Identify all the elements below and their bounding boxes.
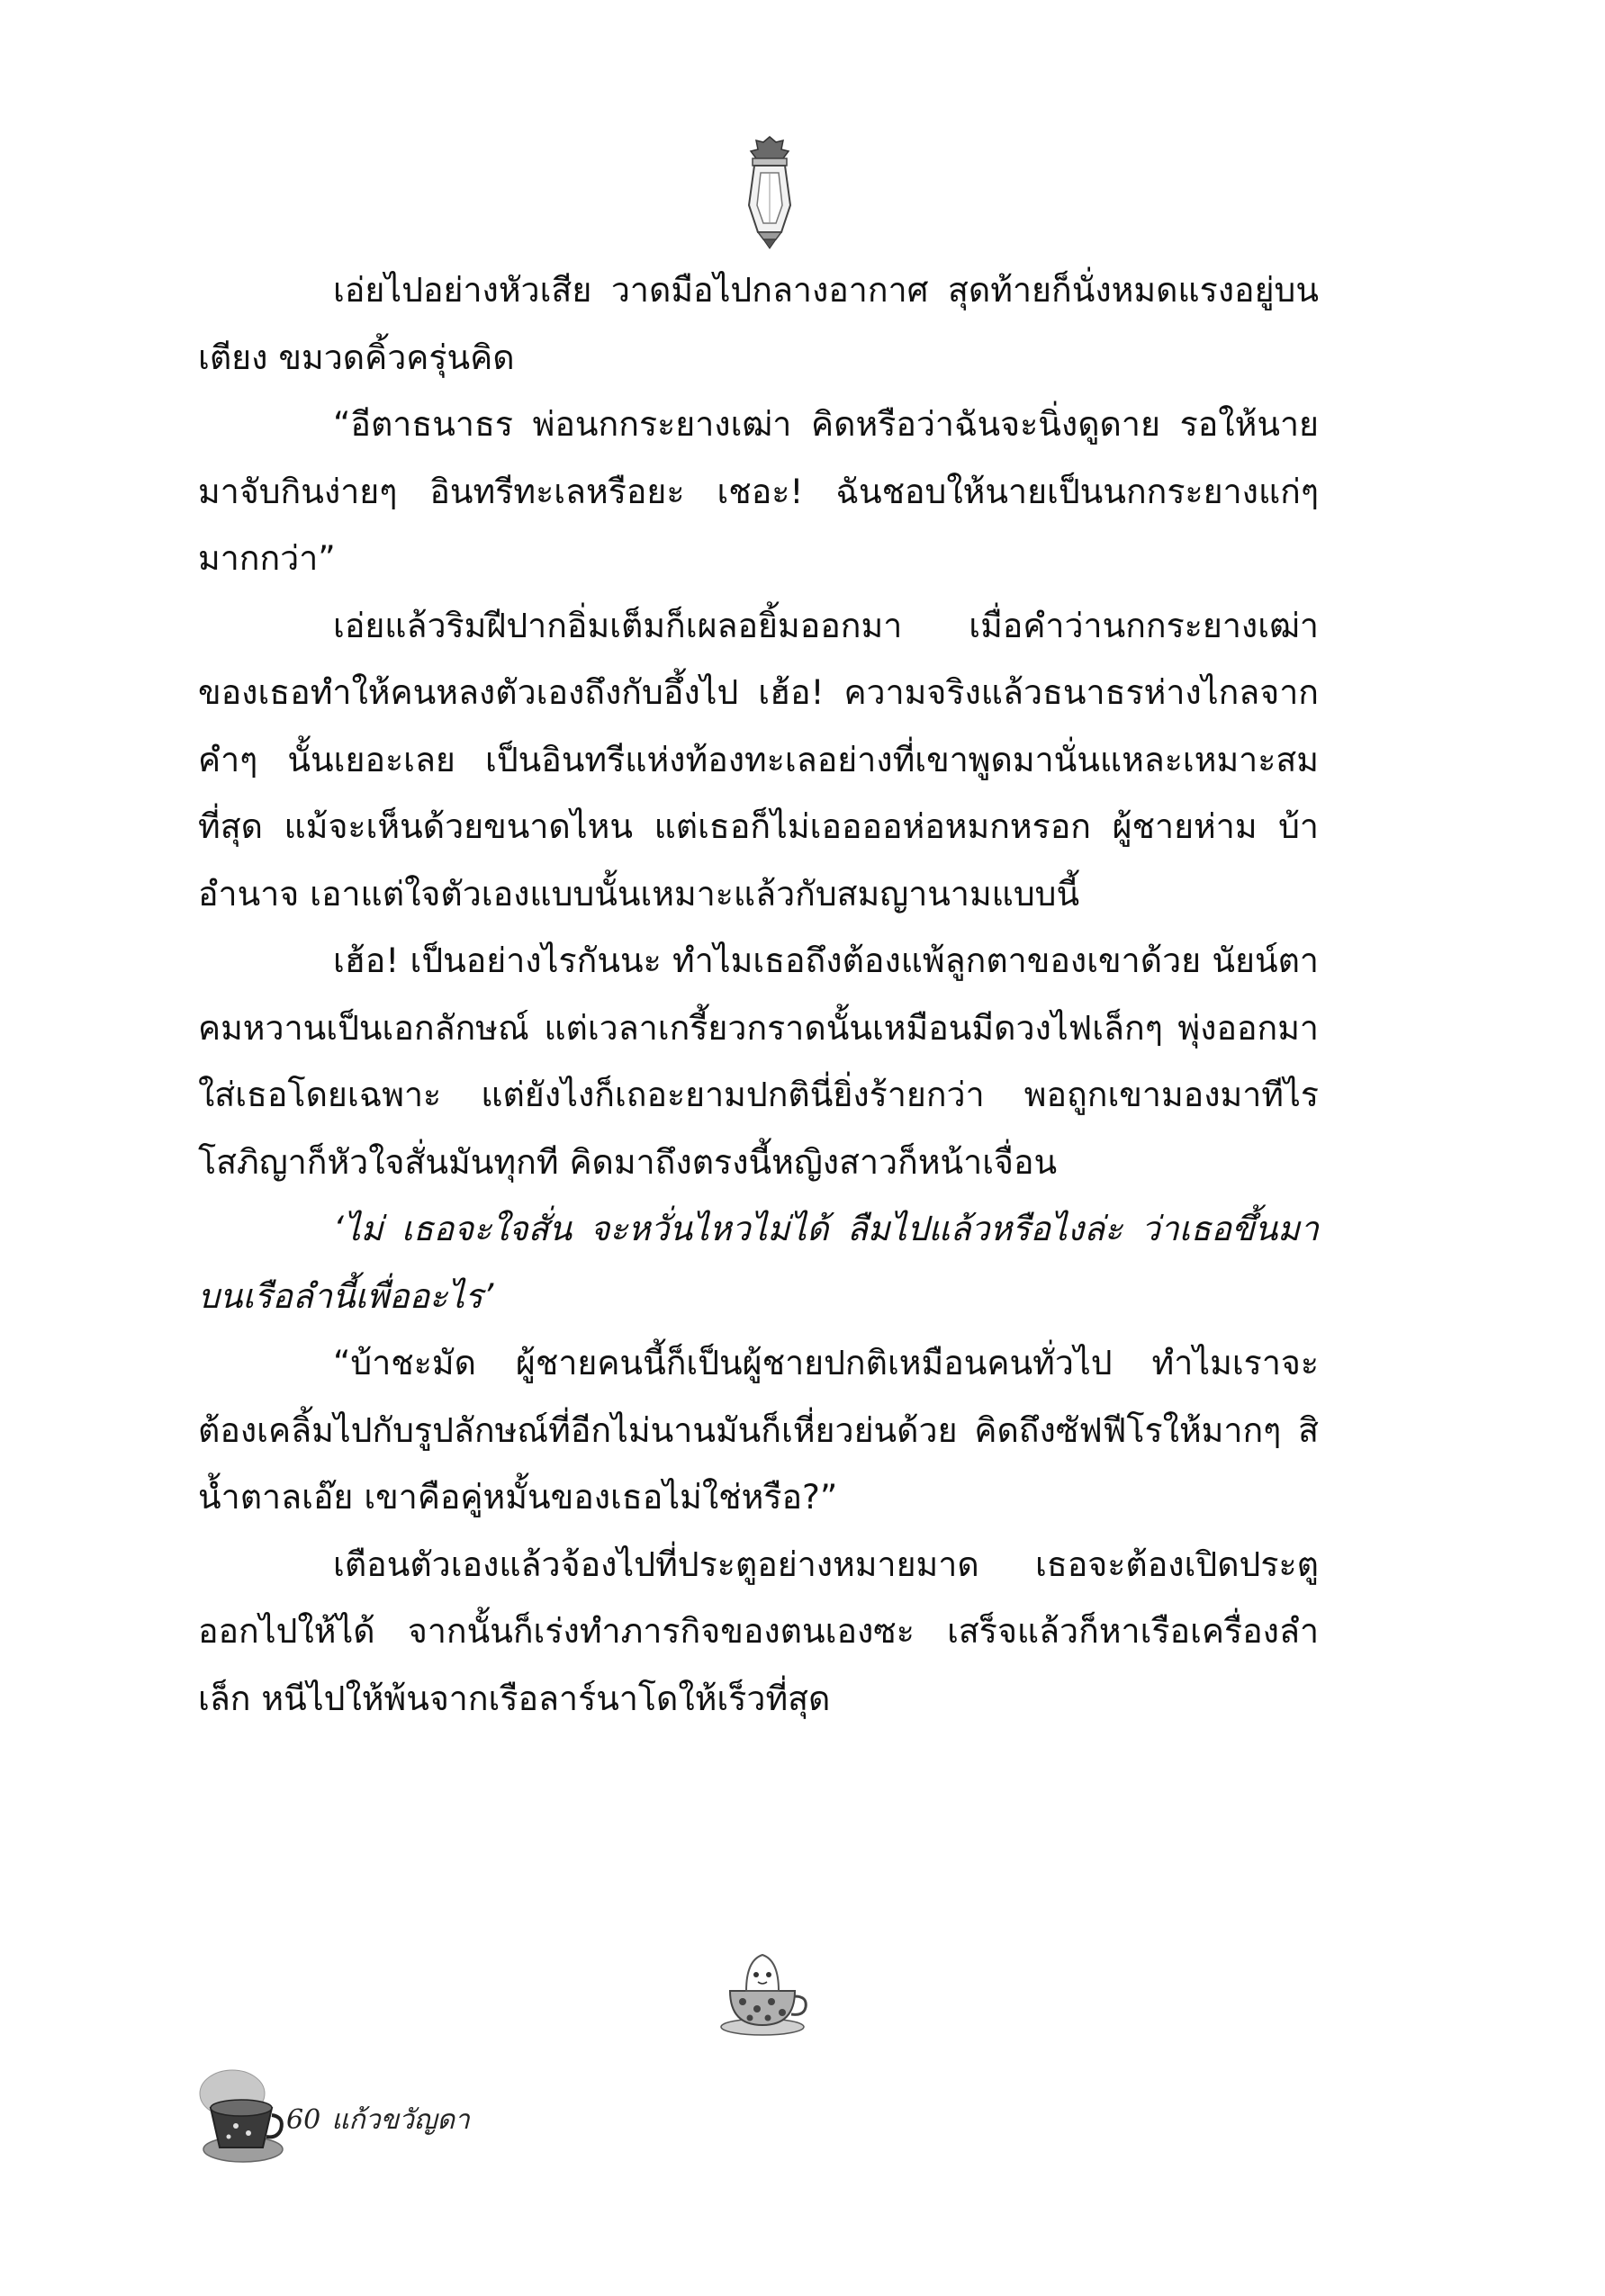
page-footer — [286, 2099, 481, 2141]
page-number: 60 — [286, 2104, 321, 2136]
paragraph: เตือนตัวเองแล้วจ้องไปที่ประตูอย่างหมายมาด เธอจะต้องเปิดประตูออกไปให้ได้ จากนั้นก็เร่งทำภารกิจของตนเองซะ เสร็จแล้วก็หาเรือเครื่องลำเล็ก หนีไปให้พ้นจากเรือลาร์นาโดให้เร็วที่สุด — [198, 1544, 1319, 1718]
coffee-cup-icon — [196, 2068, 286, 2165]
paragraph: เอ่ยแล้วริมฝีปากอิ่มเต็มก็เผลอยิ้มออกมา เมื่อคำว่านกกระยางเฒ่าของเธอทำให้คนหลงตัวเองถึงกับอึ้งไป เฮ้อ! ความจริงแล้วธนาธรห่างไกลจากคำๆ นั้นเยอะเลย เป็นอินทรีแห่งท้องทะเลอย่างที่เขาพูดมานั่นแหละเหมาะสมที่สุด แม้จะเห็นด้วยขนาดไหน แต่เธอก็ไม่เออออห่อหมกหรอก ผู้ชายห่าม บ้าอำนาจ เอาแต่ใจตัวเองแบบนั้นเหมาะแล้วกับสมญานามแบบนี้ — [198, 605, 1319, 914]
paragraph: เอ่ยไปอย่างหัวเสีย วาดมือไปกลางอากาศ สุดท้ายก็นั่งหมดแรงอยู่บนเตียง ขมวดคิ้วครุ่นคิด — [198, 270, 1319, 377]
paragraph: “บ้าชะมัด ผู้ชายคนนี้ก็เป็นผู้ชายปกติเหมือนคนทั่วไป ทำไมเราจะต้องเคลิ้มไปกับรูปลักษณ์ที่อีกไม่นานมันก็เหี่ยวย่นด้วย คิดถึงซัฟฟีโรให้มากๆ สิน้ำตาลเอ๊ย เขาคือคู่หมั้นของเธอไม่ใช่หรือ?” — [198, 1343, 1319, 1517]
body-text — [198, 257, 1319, 1732]
paragraph-thought: ‘ไม่ เธอจะใจสั่น จะหวั่นไหวไม่ได้ ลืมไปแล้วหรือไงล่ะ ว่าเธอขึ้นมาบนเรือลำนี้เพื่ออะไร’ — [198, 1209, 1319, 1316]
paragraph: “อีตาธนาธร พ่อนกกระยางเฒ่า คิดหรือว่าฉันจะนิ่งดูดาย รอให้นายมาจับกินง่ายๆ อินทรีทะเลหรือยะ เชอะ! ฉันชอบให้นายเป็นนกกระยางแก่ๆ มากกว่า” — [198, 404, 1319, 578]
lantern-ornament-icon — [731, 133, 808, 250]
book-title: แก้วขวัญดา — [331, 2104, 470, 2136]
teacup-ornament-icon — [716, 1944, 810, 2039]
paragraph: เฮ้อ! เป็นอย่างไรกันนะ ทำไมเธอถึงต้องแพ้ลูกตาของเขาด้วย นัยน์ตาคมหวานเป็นเอกลักษณ์ แต่เวลาเกรี้ยวกราดนั้นเหมือนมีดวงไฟเล็กๆ พุ่งออกมาใส่เธอโดยเฉพาะ แต่ยังไงก็เถอะยามปกตินี่ยิ่งร้ายกว่า พอถูกเขามองมาทีไร โสภิญาก็หัวใจสั่นมันทุกที คิดมาถึงตรงนี้หญิงสาวก็หน้าเจื่อน — [198, 941, 1319, 1182]
